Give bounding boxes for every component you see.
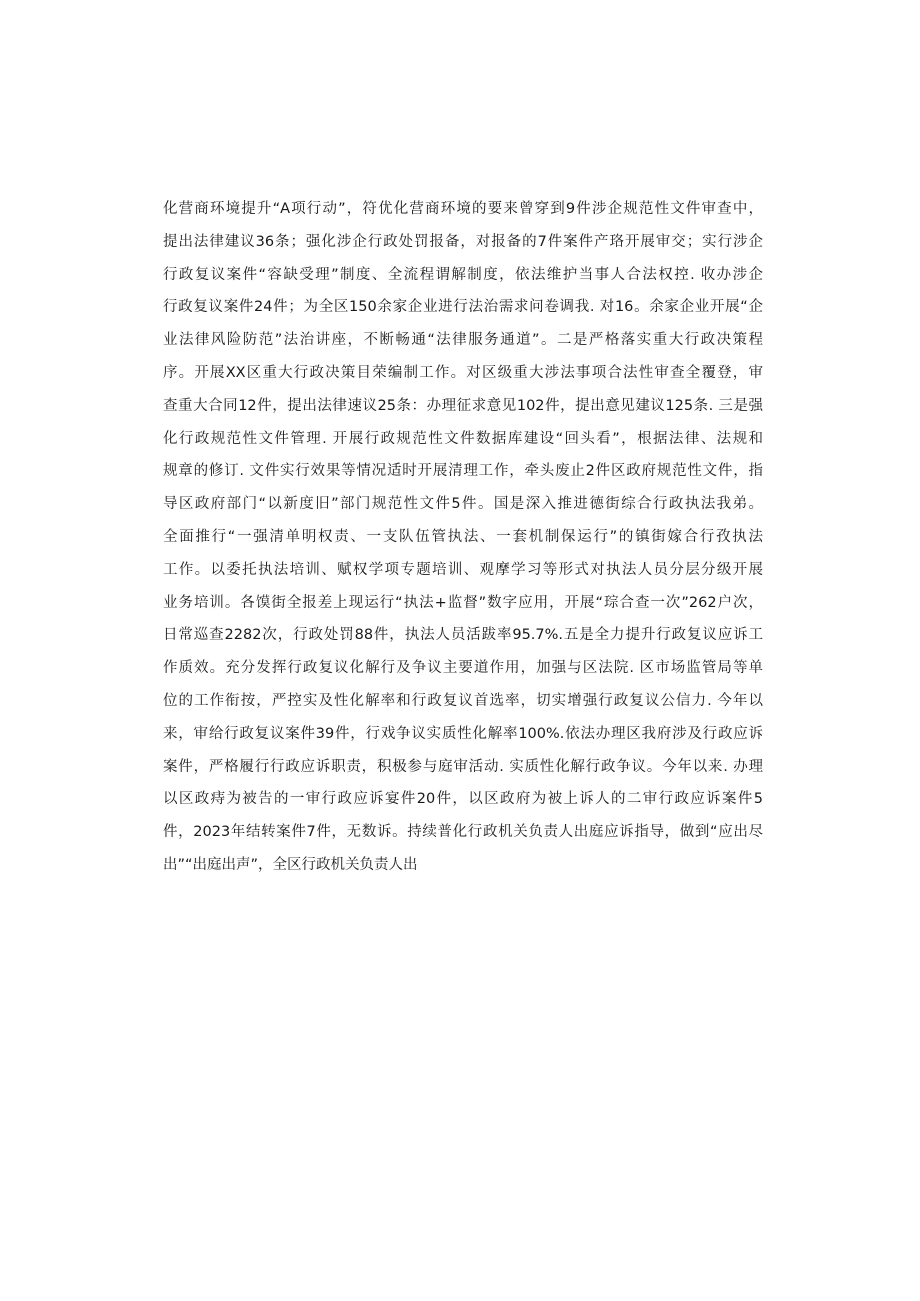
text-line: 提出法律建议36条；强化涉企行政处罚报备，对报备的7件案件产珞开展审交；实行涉企	[163, 233, 763, 250]
text-line: 查重大合同12件，提出法律速议25条：办理征求意见102件，提出意见建议125条. 三是强	[163, 397, 763, 414]
text-line: 作质效。充分发挥行政复议化解行及争议主要道作用，加强与区法院. 区市场监管局等单	[163, 660, 763, 677]
text-line: 工作。以委托执法培训、赋权学项专题培训、观摩学习等形式对执法人员分层分级开展	[163, 561, 763, 578]
text-line: 行政复议案件“容缺受理”制度、全流程谓解制度，依法维护当事人合法权控. 收办涉企	[163, 266, 763, 283]
text-line: 业法律风险防范”法治讲座，不断畅通“法律服务通道”。二是严格落实重大行政决策程	[163, 332, 763, 349]
text-line: 行政复议案件24件；为全区150余家企业进行法治需求问卷调我. 对16。余家企业开展“企	[163, 299, 763, 316]
text-line: 位的工作衔按，严控实及性化解率和行政复议首选率，切实增强行政复议公信力. 今年以	[163, 692, 763, 709]
text-line: 日常巡查2282次，行政处罚88件，执法人员活跋率95.7%.五是全力提升行政复议应诉工	[163, 627, 763, 644]
text-line: 业务培训。各馍街全报差上现运行“执法+监督”数字应用，开展“琮合查一次”262户次，	[163, 594, 763, 611]
text-line: 化营商环境提升“A项行动”，符优化营商环境的要来曾穿到9件涉企规范性文件审查中，	[163, 201, 763, 217]
text-line: 序。开展XX区重大行政决策目荣编制工作。对区级重大涉法事项合法性审查全覆登，审	[163, 364, 763, 381]
text-line: 件，2023年结转案件7件，无数诉。持续普化行政机关负责人出庭应诉指导，做到“应出尽	[163, 824, 763, 841]
text-line: 化行政规范性文件管理. 开展行政规范性文件数据库建设“回头看”，根据法律、法规和	[163, 430, 763, 447]
text-line: 以区政痔为被告的一审行政应诉宴件20件，以区政府为被上诉人的二审行政应诉案件5	[163, 791, 763, 808]
text-line: 来，审给行政复议案件39件，行戏争议实质性化解率100%.依法办理区我府涉及行政应诉	[163, 725, 763, 742]
body-paragraph	[163, 193, 763, 882]
text-line: 出”“出庭出声”，全区行政机关负责人出	[163, 856, 418, 873]
text-line: 案件，严格履行行政应诉职责，积极参与庭审活动. 实质性化解行政争议。今年以来. 办理	[163, 758, 763, 775]
text-line: 规章的修订. 文件实行效果等情况适时开展清理工作，牵头废止2件区政府规范性文件，指	[163, 463, 763, 480]
text-line: 全面推行“一强清单明权责、一支队伍管执法、一套机制保运行”的镇街嫁合行孜执法	[163, 528, 763, 545]
text-line: 导区政府部门“以新度旧”部门规范性文件5件。国是深入推进德街综合行政执法我弟。	[163, 496, 763, 513]
